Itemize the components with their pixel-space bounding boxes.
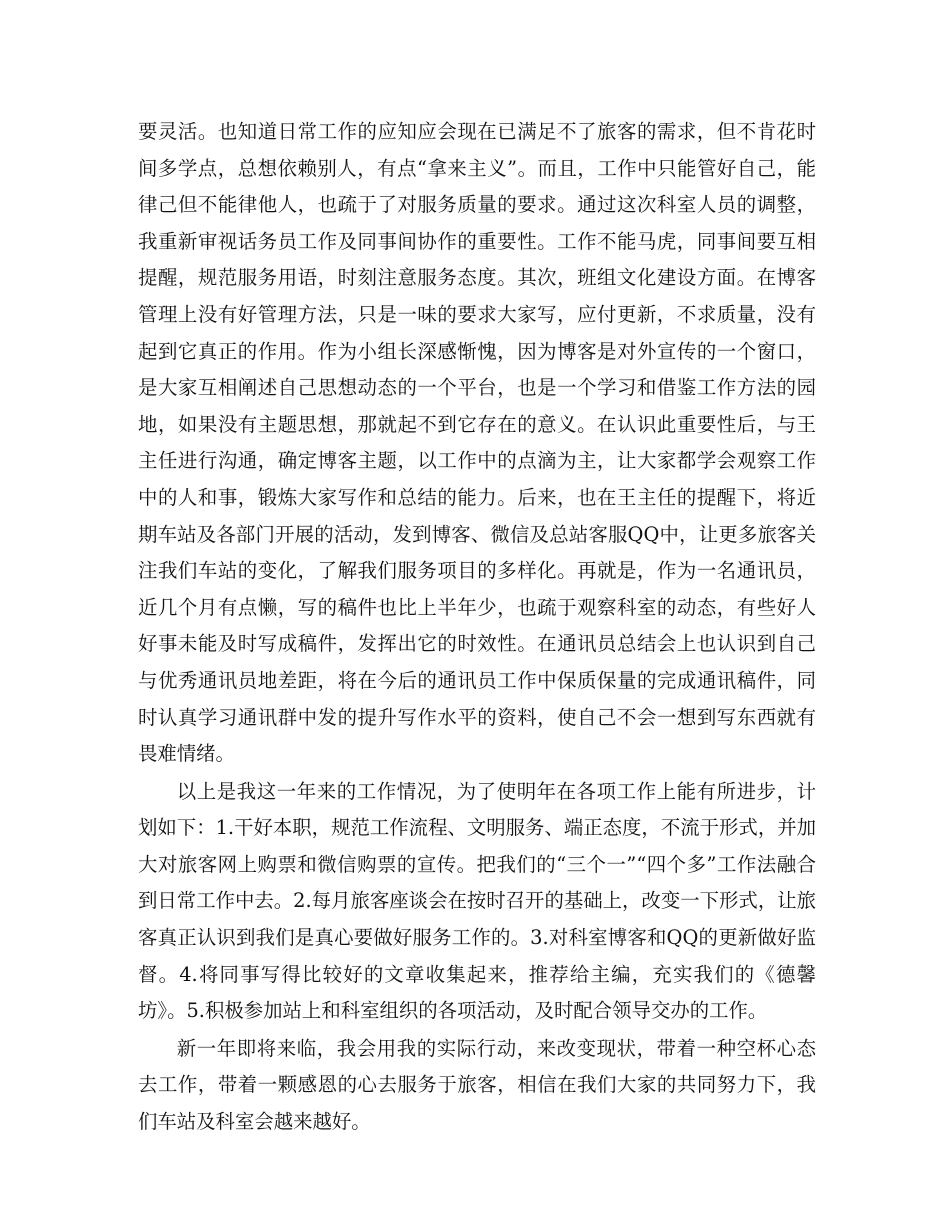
paragraph-plan: 以上是我这一年来的工作情况，为了使明年在各项工作上能有所进步，计划如下：1.干好本职，规范工作流程、文明服务、端正态度，不流于形式，并加大对旅客网上购票和微信购票的宣传。把我们的“三个一”“四个多”工作法融合到日常工作中去。2.每月旅客座谈会在按时召开的基础上，改变一下形式，让旅客真正认识到我们是真心要做好服务工作的。3.对科室博客和QQ的更新做好监督。4.将同事写得比较好的文章收集起来，推荐给主编，充实我们的《德馨坊》。5.积极参加站上和科室组织的各项活动，及时配合领导交办的工作。 [138, 779, 816, 1023]
paragraph-continuation: 要灵活。也知道日常工作的应知应会现在已满足不了旅客的需求，但不肯花时间多学点，总想依赖别人，有点“拿来主义”。而且，工作中只能管好自己，能律己但不能律他人，也疏于了对服务质量的要求。通过这次科室人员的调整，我重新审视话务员工作及同事间协作的重要性。工作不能马虎，同事间要互相提醒，规范服务用语，时刻注意服务态度。其次，班组文化建设方面。在博客管理上没有好管理方法，只是一味的要求大家写，应付更新，不求质量，没有起到它真正的作用。作为小组长深感惭愧，因为博客是对外宣传的一个窗口，是大家互相阐述自己思想动态的一个平台，也是一个学习和借鉴工作方法的园地，如果没有主题思想，那就起不到它存在的意义。在认识此重要性后，与王主任进行沟通，确定博客主题，以工作中的点滴为主，让大家都学会观察工作中的人和事，锻炼大家写作和总结的能力。后来，也在王主任的提醒下，将近期车站及各部门开展的活动，发到博客、微信及总站客服QQ中，让更多旅客关注我们车站的变化，了解我们服务项目的多样化。再就是，作为一名通讯员，近几个月有点懒，写的稿件也比上半年少，也疏于观察科室的动态，有些好人好事未能及时写成稿件，发挥出它的时效性。在通讯员总结会上也认识到自己与优秀通讯员地差距，将在今后的通讯员工作中保质保量的完成通讯稿件，同时认真学习通讯群中发的提升写作水平的资料，使自己不会一想到写东西就有畏难情绪。 [138, 120, 816, 766]
paragraph-closing: 新一年即将来临，我会用我的实际行动，来改变现状，带着一种空杯心态去工作，带着一颗感恩的心去服务于旅客，相信在我们大家的共同努力下，我们车站及科室会越来越好。 [138, 1036, 816, 1134]
document-body [138, 114, 816, 1141]
